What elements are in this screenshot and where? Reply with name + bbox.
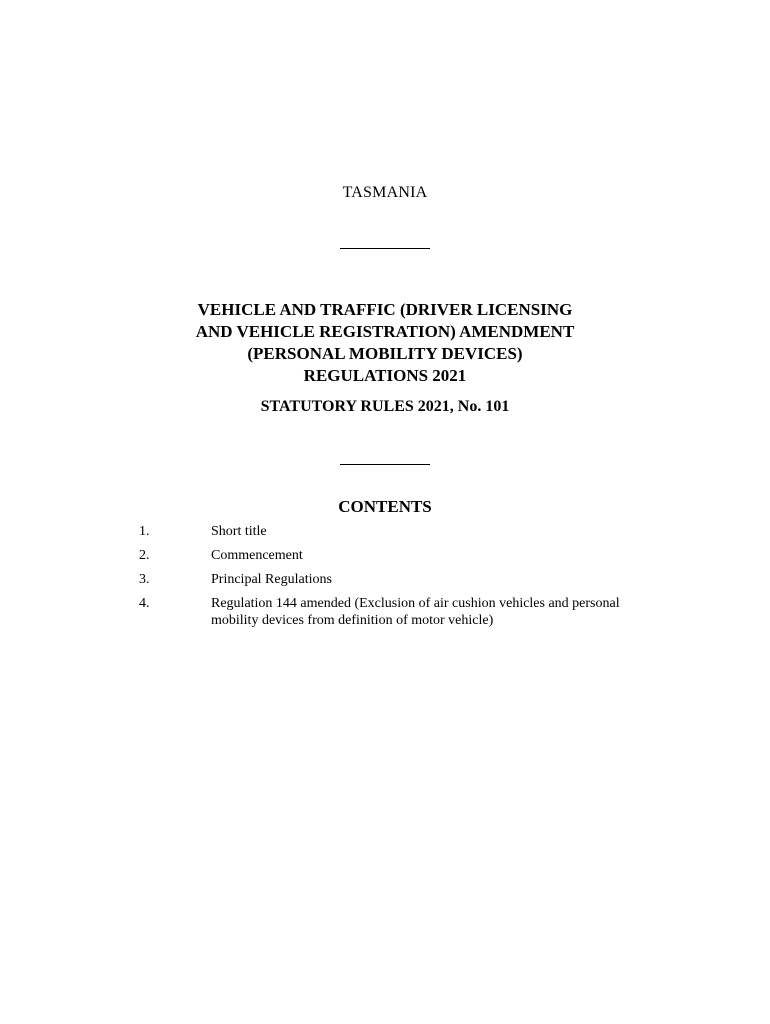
table-of-contents bbox=[0, 523, 770, 635]
contents-item-text: Commencement bbox=[211, 548, 303, 563]
contents-item-text: Regulation 144 amended (Exclusion of air cushion vehicles and personal mobility devices from definition of motor vehicle) bbox=[211, 596, 620, 628]
horizontal-rule bbox=[340, 464, 430, 465]
contents-item[interactable] bbox=[0, 595, 770, 635]
jurisdiction-heading: TASMANIA bbox=[342, 184, 428, 201]
regulation-title bbox=[100, 299, 670, 387]
statutory-rules-number: STATUTORY RULES 2021, No. 101 bbox=[260, 398, 510, 415]
horizontal-rule bbox=[340, 248, 430, 249]
title-line: REGULATIONS 2021 bbox=[303, 366, 467, 385]
title-line: (PERSONAL MOBILITY DEVICES) bbox=[247, 344, 523, 363]
contents-item-text: Principal Regulations bbox=[211, 572, 332, 587]
contents-item-number: 2. bbox=[139, 548, 150, 563]
contents-item-text: Short title bbox=[211, 524, 267, 539]
contents-item-number: 3. bbox=[139, 572, 150, 587]
contents-item-number: 1. bbox=[139, 524, 150, 539]
contents-item[interactable] bbox=[0, 523, 770, 547]
title-line: AND VEHICLE REGISTRATION) AMENDMENT bbox=[195, 322, 575, 341]
contents-item-number: 4. bbox=[139, 596, 150, 611]
title-line: VEHICLE AND TRAFFIC (DRIVER LICENSING bbox=[197, 300, 573, 319]
contents-item[interactable] bbox=[0, 547, 770, 571]
contents-heading: CONTENTS bbox=[338, 497, 432, 516]
contents-item[interactable] bbox=[0, 571, 770, 595]
